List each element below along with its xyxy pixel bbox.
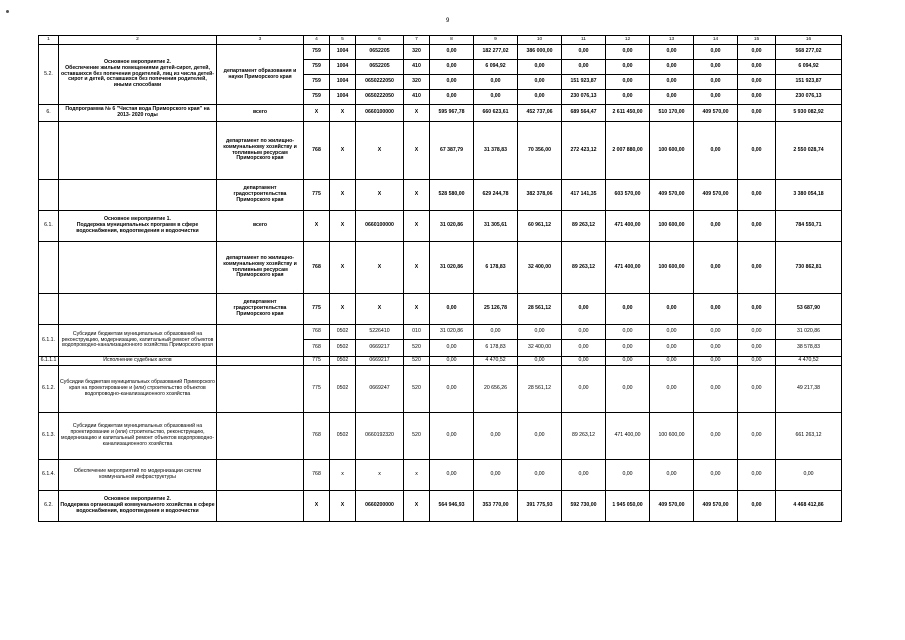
amount-cell: 528 580,00 (430, 180, 474, 211)
executor: департамент градостроительства Приморского края (217, 180, 304, 211)
amount-cell: 0,00 (562, 45, 606, 60)
amount-cell: 0,00 (606, 340, 650, 357)
item-number: 6.2. (39, 491, 59, 522)
code-cell: 775 (304, 366, 330, 413)
table-row (39, 180, 842, 211)
amount-cell: 0,00 (430, 90, 474, 105)
amount-cell: 28 561,12 (518, 366, 562, 413)
amount-cell: 0,00 (518, 413, 562, 460)
table-row (39, 325, 842, 340)
amount-cell: 0,00 (430, 60, 474, 75)
amount-cell: 0,00 (474, 460, 518, 491)
code-cell: X (330, 491, 356, 522)
amount-cell: 592 730,00 (562, 491, 606, 522)
amount-cell: 0,00 (694, 242, 738, 294)
amount-cell: 32 400,00 (518, 340, 562, 357)
code-cell: X (404, 242, 430, 294)
code-cell: 768 (304, 122, 330, 180)
amount-cell: 32 400,00 (518, 242, 562, 294)
executor (217, 325, 304, 357)
amount-cell: 660 623,61 (474, 105, 518, 122)
amount-cell: 2 550 028,74 (776, 122, 842, 180)
item-title: Основное мероприятие 1. Поддержка муниципальных программ в сфере водоснабжения, водоотведения и водоочистки (59, 211, 217, 242)
amount-cell: 0,00 (430, 366, 474, 413)
amount-cell: 0,00 (606, 366, 650, 413)
item-number: 6.1.1. (39, 325, 59, 357)
amount-cell: 0,00 (738, 413, 776, 460)
amount-cell: 0,00 (694, 211, 738, 242)
amount-cell: 0,00 (738, 60, 776, 75)
code-cell: 768 (304, 325, 330, 340)
code-cell: X (330, 180, 356, 211)
amount-cell: 100 600,00 (650, 122, 694, 180)
amount-cell: 0,00 (694, 75, 738, 90)
amount-cell: 0,00 (562, 294, 606, 325)
amount-cell: 272 423,12 (562, 122, 606, 180)
amount-cell: 1 945 050,00 (606, 491, 650, 522)
column-number: 2 (59, 36, 217, 45)
budget-table (38, 35, 842, 522)
code-cell: x (356, 460, 404, 491)
amount-cell: 89 263,12 (562, 413, 606, 460)
table-row (39, 366, 842, 413)
code-cell: 759 (304, 75, 330, 90)
amount-cell: 230 076,13 (562, 90, 606, 105)
executor: департамент градостроительства Приморского края (217, 294, 304, 325)
amount-cell: 0,00 (650, 45, 694, 60)
amount-cell: 38 578,83 (776, 340, 842, 357)
amount-cell: 89 263,12 (562, 242, 606, 294)
executor: всего (217, 105, 304, 122)
executor (217, 460, 304, 491)
code-cell: 775 (304, 357, 330, 366)
amount-cell: 0,00 (694, 357, 738, 366)
code-cell: 1004 (330, 45, 356, 60)
code-cell: 1004 (330, 90, 356, 105)
amount-cell: 0,00 (650, 294, 694, 325)
amount-cell: 409 570,00 (650, 491, 694, 522)
item-number (39, 122, 59, 180)
code-cell: 768 (304, 413, 330, 460)
amount-cell: 0,00 (606, 325, 650, 340)
scan-speck (6, 10, 9, 13)
amount-cell: 100 600,00 (650, 413, 694, 460)
code-cell: X (330, 294, 356, 325)
column-number: 6 (356, 36, 404, 45)
code-cell: 0669217 (356, 357, 404, 366)
table-row (39, 105, 842, 122)
item-number: 6.1.2. (39, 366, 59, 413)
amount-cell: 5 930 082,92 (776, 105, 842, 122)
amount-cell: 0,00 (518, 357, 562, 366)
column-number: 1 (39, 36, 59, 45)
amount-cell: 0,00 (430, 357, 474, 366)
amount-cell: 0,00 (738, 105, 776, 122)
item-title: Обеспечение мероприятий по модернизации систем коммунальной инфраструктуры (59, 460, 217, 491)
amount-cell: 0,00 (606, 357, 650, 366)
code-cell: 768 (304, 340, 330, 357)
code-cell: 759 (304, 60, 330, 75)
amount-cell: 0,00 (694, 340, 738, 357)
code-cell: 0660200000 (356, 491, 404, 522)
item-number (39, 242, 59, 294)
table-row (39, 122, 842, 180)
amount-cell: 20 656,26 (474, 366, 518, 413)
code-cell: 0660100000 (356, 211, 404, 242)
item-number: 6.1.3. (39, 413, 59, 460)
amount-cell: 386 000,00 (518, 45, 562, 60)
column-number: 15 (738, 36, 776, 45)
amount-cell: 4 468 412,86 (776, 491, 842, 522)
amount-cell: 60 961,12 (518, 211, 562, 242)
table-row (39, 242, 842, 294)
amount-cell: 89 263,12 (562, 211, 606, 242)
item-title: Основное мероприятие 2. Обеспечение жильем помещениями детей-сирот, детей, оставшихся без попечения родителей, лиц из числа детей-сирот и детей, оставшихся без попечения родителей, иными способами (59, 45, 217, 105)
amount-cell: 0,00 (430, 75, 474, 90)
amount-cell: 6 094,92 (776, 60, 842, 75)
amount-cell: 31 020,86 (430, 325, 474, 340)
code-cell: X (404, 105, 430, 122)
amount-cell: 151 923,87 (776, 75, 842, 90)
column-number: 3 (217, 36, 304, 45)
amount-cell: 595 967,78 (430, 105, 474, 122)
amount-cell: 0,00 (474, 413, 518, 460)
item-number: 5.2. (39, 45, 59, 105)
amount-cell: 0,00 (562, 460, 606, 491)
column-number: 9 (474, 36, 518, 45)
amount-cell: 4 470,52 (776, 357, 842, 366)
code-cell: 0502 (330, 366, 356, 413)
amount-cell: 452 737,06 (518, 105, 562, 122)
column-number: 12 (606, 36, 650, 45)
code-cell: 0502 (330, 357, 356, 366)
executor (217, 491, 304, 522)
amount-cell: 4 470,52 (474, 357, 518, 366)
amount-cell: 629 244,78 (474, 180, 518, 211)
amount-cell: 471 400,00 (606, 242, 650, 294)
amount-cell: 0,00 (606, 460, 650, 491)
amount-cell: 0,00 (650, 340, 694, 357)
code-cell: 1004 (330, 60, 356, 75)
code-cell: 010 (404, 325, 430, 340)
amount-cell: 31 378,83 (474, 122, 518, 180)
code-cell: X (356, 122, 404, 180)
table-row (39, 460, 842, 491)
code-cell: 0502 (330, 325, 356, 340)
column-number: 14 (694, 36, 738, 45)
amount-cell: 0,00 (650, 460, 694, 491)
code-cell: 0502 (330, 413, 356, 460)
amount-cell: 0,00 (562, 366, 606, 413)
amount-cell: 6 178,83 (474, 340, 518, 357)
code-cell: X (304, 211, 330, 242)
executor: всего (217, 211, 304, 242)
amount-cell: 0,00 (694, 366, 738, 413)
amount-cell: 0,00 (606, 90, 650, 105)
amount-cell: 0,00 (738, 340, 776, 357)
amount-cell: 0,00 (474, 325, 518, 340)
code-cell: x (404, 460, 430, 491)
code-cell: 0660192320 (356, 413, 404, 460)
amount-cell: 0,00 (738, 491, 776, 522)
item-title: Основное мероприятие 2. Поддержка организаций коммунального хозяйства в сфере водоснабжения, водоотведения и водоочистки (59, 491, 217, 522)
code-cell: 0502 (330, 340, 356, 357)
amount-cell: 0,00 (738, 180, 776, 211)
amount-cell: 6 094,92 (474, 60, 518, 75)
amount-cell: 471 400,00 (606, 211, 650, 242)
amount-cell: 0,00 (694, 90, 738, 105)
amount-cell: 689 564,47 (562, 105, 606, 122)
code-cell: 1004 (330, 75, 356, 90)
item-title: Субсидии бюджетам муниципальных образований на реконструкцию, модернизацию, капитальный ремонт объектов водопроводно-канализационного хозяйства Приморского края (59, 325, 217, 357)
code-cell: X (404, 122, 430, 180)
code-cell: X (404, 294, 430, 325)
amount-cell: 0,00 (738, 122, 776, 180)
amount-cell: 0,00 (738, 357, 776, 366)
amount-cell: 0,00 (650, 75, 694, 90)
code-cell: X (356, 294, 404, 325)
amount-cell: 0,00 (606, 45, 650, 60)
amount-cell: 0,00 (694, 45, 738, 60)
amount-cell: 3 380 054,18 (776, 180, 842, 211)
amount-cell: 0,00 (738, 75, 776, 90)
code-cell: X (330, 105, 356, 122)
item-number: 6.1. (39, 211, 59, 242)
amount-cell: 471 400,00 (606, 413, 650, 460)
code-cell: X (356, 180, 404, 211)
column-number: 16 (776, 36, 842, 45)
code-cell: X (330, 242, 356, 294)
code-cell: 0669247 (356, 366, 404, 413)
column-number: 5 (330, 36, 356, 45)
code-cell: X (404, 180, 430, 211)
executor (217, 357, 304, 366)
code-cell: 320 (404, 45, 430, 60)
amount-cell: 70 356,00 (518, 122, 562, 180)
amount-cell: 0,00 (738, 366, 776, 413)
amount-cell: 0,00 (738, 242, 776, 294)
code-cell: 520 (404, 340, 430, 357)
item-title (59, 294, 217, 325)
executor: департамент образования и науки Приморского края (217, 45, 304, 105)
amount-cell: 564 946,93 (430, 491, 474, 522)
executor: департамент по жилищно-коммунальному хозяйству и топливным ресурсам Приморского края (217, 242, 304, 294)
code-cell: 520 (404, 357, 430, 366)
amount-cell: 0,00 (694, 413, 738, 460)
amount-cell: 568 277,02 (776, 45, 842, 60)
amount-cell: 0,00 (776, 460, 842, 491)
executor (217, 413, 304, 460)
amount-cell: 230 076,13 (776, 90, 842, 105)
amount-cell: 784 550,71 (776, 211, 842, 242)
code-cell: 410 (404, 90, 430, 105)
table-row (39, 294, 842, 325)
amount-cell: 31 305,61 (474, 211, 518, 242)
code-cell: 759 (304, 45, 330, 60)
amount-cell: 0,00 (562, 60, 606, 75)
amount-cell: 0,00 (518, 75, 562, 90)
item-number: 6.1.4. (39, 460, 59, 491)
executor (217, 366, 304, 413)
amount-cell: 182 277,02 (474, 45, 518, 60)
item-title: Субсидии бюджетам муниципальных образований Приморского края на проектирование и (или) строительство объектов водопроводно-канализационного хозяйства (59, 366, 217, 413)
amount-cell: 730 862,81 (776, 242, 842, 294)
code-cell: X (304, 105, 330, 122)
code-cell: 0660100000 (356, 105, 404, 122)
amount-cell: 510 170,00 (650, 105, 694, 122)
code-cell: 0650222050 (356, 75, 404, 90)
amount-cell: 603 570,00 (606, 180, 650, 211)
amount-cell: 0,00 (694, 122, 738, 180)
code-cell: 775 (304, 294, 330, 325)
amount-cell: 0,00 (430, 460, 474, 491)
item-title (59, 242, 217, 294)
amount-cell: 67 387,79 (430, 122, 474, 180)
amount-cell: 409 570,00 (650, 180, 694, 211)
column-number: 7 (404, 36, 430, 45)
amount-cell: 409 570,00 (694, 180, 738, 211)
amount-cell: 0,00 (430, 45, 474, 60)
item-title (59, 180, 217, 211)
code-cell: 768 (304, 242, 330, 294)
code-cell: 0650222050 (356, 90, 404, 105)
amount-cell: 49 217,38 (776, 366, 842, 413)
table-row (39, 413, 842, 460)
code-cell: X (356, 242, 404, 294)
item-title (59, 122, 217, 180)
amount-cell: 0,00 (474, 90, 518, 105)
table-row (39, 357, 842, 366)
code-cell: 320 (404, 75, 430, 90)
amount-cell: 0,00 (738, 294, 776, 325)
amount-cell: 0,00 (562, 357, 606, 366)
amount-cell: 0,00 (606, 294, 650, 325)
code-cell: 0652205 (356, 45, 404, 60)
amount-cell: 0,00 (738, 211, 776, 242)
amount-cell: 0,00 (518, 325, 562, 340)
amount-cell: 0,00 (650, 366, 694, 413)
code-cell: 775 (304, 180, 330, 211)
item-title: Исполнение судебных актов (59, 357, 217, 366)
amount-cell: 0,00 (430, 340, 474, 357)
amount-cell: 0,00 (562, 340, 606, 357)
item-title: Субсидии бюджетам муниципальных образований на проектирование и (или) строительство, реконструкцию, модернизацию и капитальный ремонт объектов водопроводно-канализационного хозяйства (59, 413, 217, 460)
amount-cell: 0,00 (738, 460, 776, 491)
code-cell: X (304, 491, 330, 522)
code-cell: 520 (404, 413, 430, 460)
code-cell: X (330, 211, 356, 242)
amount-cell: 0,00 (518, 60, 562, 75)
amount-cell: 0,00 (474, 75, 518, 90)
amount-cell: 0,00 (650, 90, 694, 105)
amount-cell: 100 600,00 (650, 211, 694, 242)
code-cell: X (330, 122, 356, 180)
amount-cell: 0,00 (518, 460, 562, 491)
amount-cell: 353 770,00 (474, 491, 518, 522)
code-cell: x (330, 460, 356, 491)
amount-cell: 0,00 (694, 325, 738, 340)
item-title: Подпрограмма № 6 "Чистая вода Приморского края" на 2013- 2020 годы (59, 105, 217, 122)
column-number: 10 (518, 36, 562, 45)
amount-cell: 0,00 (518, 90, 562, 105)
code-cell: 520 (404, 366, 430, 413)
amount-cell: 31 020,86 (776, 325, 842, 340)
amount-cell: 0,00 (694, 60, 738, 75)
amount-cell: 151 923,87 (562, 75, 606, 90)
amount-cell: 0,00 (738, 325, 776, 340)
amount-cell: 2 007 880,00 (606, 122, 650, 180)
amount-cell: 0,00 (650, 325, 694, 340)
amount-cell: 0,00 (694, 294, 738, 325)
amount-cell: 31 020,86 (430, 242, 474, 294)
amount-cell: 0,00 (430, 413, 474, 460)
column-number: 13 (650, 36, 694, 45)
amount-cell: 0,00 (738, 90, 776, 105)
table-row (39, 211, 842, 242)
code-cell: 410 (404, 60, 430, 75)
amount-cell: 28 561,12 (518, 294, 562, 325)
amount-cell: 53 687,90 (776, 294, 842, 325)
amount-cell: 0,00 (738, 45, 776, 60)
amount-cell: 0,00 (606, 75, 650, 90)
code-cell: X (404, 211, 430, 242)
executor: департамент по жилищно-коммунальному хозяйству и топливным ресурсам Приморского края (217, 122, 304, 180)
item-number: 6. (39, 105, 59, 122)
amount-cell: 0,00 (606, 60, 650, 75)
amount-cell: 0,00 (650, 357, 694, 366)
code-cell: 5226410 (356, 325, 404, 340)
amount-cell: 25 126,78 (474, 294, 518, 325)
item-number (39, 294, 59, 325)
column-number: 4 (304, 36, 330, 45)
amount-cell: 0,00 (430, 294, 474, 325)
column-number: 8 (430, 36, 474, 45)
table-row (39, 45, 842, 60)
amount-cell: 100 600,00 (650, 242, 694, 294)
amount-cell: 0,00 (562, 325, 606, 340)
amount-cell: 409 570,00 (694, 105, 738, 122)
code-cell: 759 (304, 90, 330, 105)
column-number: 11 (562, 36, 606, 45)
item-number (39, 180, 59, 211)
code-cell: X (404, 491, 430, 522)
amount-cell: 2 611 450,00 (606, 105, 650, 122)
amount-cell: 31 020,86 (430, 211, 474, 242)
table-row (39, 491, 842, 522)
amount-cell: 409 570,00 (694, 491, 738, 522)
page-number: 9 (446, 18, 450, 24)
amount-cell: 0,00 (694, 460, 738, 491)
amount-cell: 0,00 (650, 60, 694, 75)
amount-cell: 661 263,12 (776, 413, 842, 460)
amount-cell: 391 775,93 (518, 491, 562, 522)
amount-cell: 417 141,35 (562, 180, 606, 211)
code-cell: 0652205 (356, 60, 404, 75)
header-row (39, 36, 842, 45)
item-number: 6.1.1.1 (39, 357, 59, 366)
amount-cell: 6 178,83 (474, 242, 518, 294)
code-cell: 768 (304, 460, 330, 491)
amount-cell: 382 378,06 (518, 180, 562, 211)
code-cell: 0669217 (356, 340, 404, 357)
